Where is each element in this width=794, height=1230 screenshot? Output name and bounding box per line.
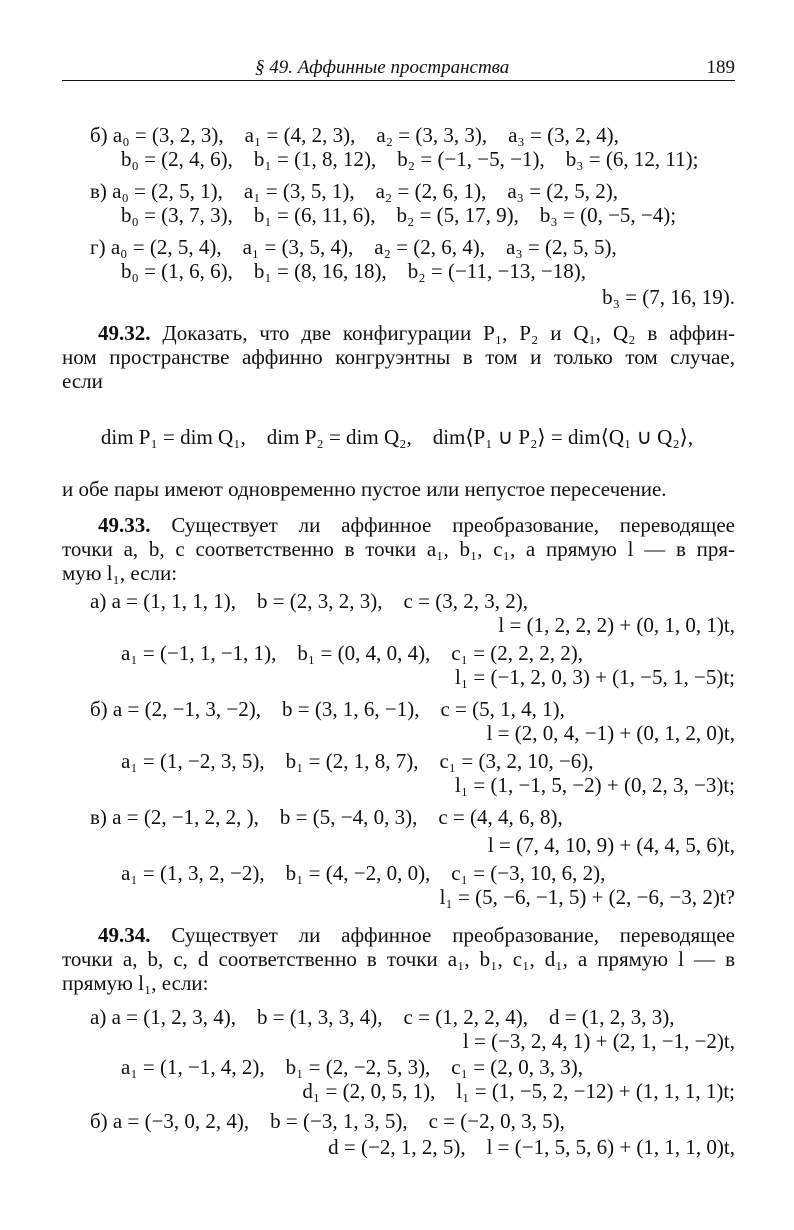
page-number: 189 (706, 57, 735, 78)
problem-49-34-line (98, 923, 735, 947)
problem-line: ном пространстве аффинно конгруэнтны в том и только том случае, (62, 345, 735, 369)
problem-line: b₀ = (2, 4, 6), b₁ = (1, 8, 12), b₂ = (−1, −5, −1), b₃ = (6, 12, 11); (121, 147, 699, 171)
problem-line: d₁ = (2, 0, 5, 1), l₁ = (1, −5, 2, −12) + (1, 1, 1, 1)t; (302, 1079, 735, 1103)
problem-line: и обе пары имеют одновременно пустое или непустое пересечение. (62, 477, 667, 501)
problem-line: a₁ = (1, 3, 2, −2), b₁ = (4, −2, 0, 0), c₁ = (−3, 10, 6, 2), (121, 861, 606, 885)
problem-line: a₁ = (1, −1, 4, 2), b₁ = (2, −2, 5, 3), c₁ = (2, 0, 3, 3), (121, 1055, 584, 1079)
problem-line: а) a = (1, 2, 3, 4), b = (1, 3, 3, 4), c = (1, 2, 2, 4), d = (1, 2, 3, 3), (90, 1005, 675, 1029)
problem-line: в) a₀ = (2, 5, 1), a₁ = (3, 5, 1), a₂ = (2, 6, 1), a₃ = (2, 5, 2), (90, 179, 619, 203)
problem-line: b₀ = (1, 6, 6), b₁ = (8, 16, 18), b₂ = (−11, −13, −18), (121, 259, 586, 283)
problem-line: если (62, 369, 103, 393)
problem-line: г) a₀ = (2, 5, 4), a₁ = (3, 5, 4), a₂ = (2, 6, 4), a₃ = (2, 5, 5), (90, 235, 617, 259)
problem-line: б) a = (−3, 0, 2, 4), b = (−3, 1, 3, 5), c = (−2, 0, 3, 5), (90, 1109, 565, 1133)
problem-line: прямую l₁, если: (62, 971, 209, 995)
problem-line: l₁ = (1, −1, 5, −2) + (0, 2, 3, −3)t; (454, 773, 735, 797)
problem-49-33-line (98, 513, 735, 537)
problem-line: точки a, b, c соответственно в точки a₁, b₁, c₁, а прямую l — в пря- (62, 537, 735, 561)
header-rule (62, 80, 735, 81)
problem-text: Доказать, что две конфигурации P₁, P₂ и Q₁, Q₂ в аффин- (162, 321, 735, 345)
problem-line: b₃ = (7, 16, 19). (602, 285, 735, 309)
problem-number: 49.32. (98, 321, 151, 345)
problem-line: d = (−2, 1, 2, 5), l = (−1, 5, 5, 6) + (1, 1, 1, 0)t, (328, 1135, 735, 1159)
problem-line: а) a = (1, 1, 1, 1), b = (2, 3, 2, 3), c = (3, 2, 3, 2), (90, 589, 528, 613)
problem-line: l = (−3, 2, 4, 1) + (2, 1, −1, −2)t, (462, 1029, 735, 1053)
problem-line: b₀ = (3, 7, 3), b₁ = (6, 11, 6), b₂ = (5, 17, 9), b₃ = (0, −5, −4); (121, 203, 677, 227)
problem-49-32-line (98, 321, 735, 345)
problem-line: l₁ = (5, −6, −1, 5) + (2, −6, −3, 2)t? (439, 885, 735, 909)
problem-line: в) a = (2, −1, 2, 2, ), b = (5, −4, 0, 3), c = (4, 4, 6, 8), (90, 805, 563, 829)
problem-line: б) a₀ = (3, 2, 3), a₁ = (4, 2, 3), a₂ = (3, 3, 3), a₃ = (3, 2, 4), (90, 123, 619, 147)
problem-text: Существует ли аффинное преобразование, переводящее (171, 923, 735, 947)
problem-line: точки a, b, c, d соответственно в точки a₁, b₁, c₁, d₁, а прямую l — в (62, 947, 735, 971)
problem-line: мую l₁, если: (62, 561, 178, 585)
problem-line: l = (2, 0, 4, −1) + (0, 1, 2, 0)t, (486, 721, 735, 745)
problem-line: a₁ = (1, −2, 3, 5), b₁ = (2, 1, 8, 7), c₁ = (3, 2, 10, −6), (121, 749, 594, 773)
problem-line: б) a = (2, −1, 3, −2), b = (3, 1, 6, −1), c = (5, 1, 4, 1), (90, 697, 565, 721)
problem-number: 49.34. (98, 923, 151, 947)
problem-line: l₁ = (−1, 2, 0, 3) + (1, −5, 1, −5)t; (454, 665, 735, 689)
problem-number: 49.33. (98, 513, 151, 537)
display-formula: dim P₁ = dim Q₁, dim P₂ = dim Q₂, dim⟨P₁ ∪ P₂⟩ = dim⟨Q₁ ∪ Q₂⟩, (100, 425, 694, 449)
problem-text: Существует ли аффинное преобразование, переводящее (171, 513, 735, 537)
problem-line: l = (7, 4, 10, 9) + (4, 4, 5, 6)t, (487, 833, 735, 857)
problem-line: l = (1, 2, 2, 2) + (0, 1, 0, 1)t, (498, 613, 735, 637)
running-header-title: § 49. Аффинные пространства (255, 57, 510, 78)
problem-line: a₁ = (−1, 1, −1, 1), b₁ = (0, 4, 0, 4), c₁ = (2, 2, 2, 2), (121, 641, 584, 665)
